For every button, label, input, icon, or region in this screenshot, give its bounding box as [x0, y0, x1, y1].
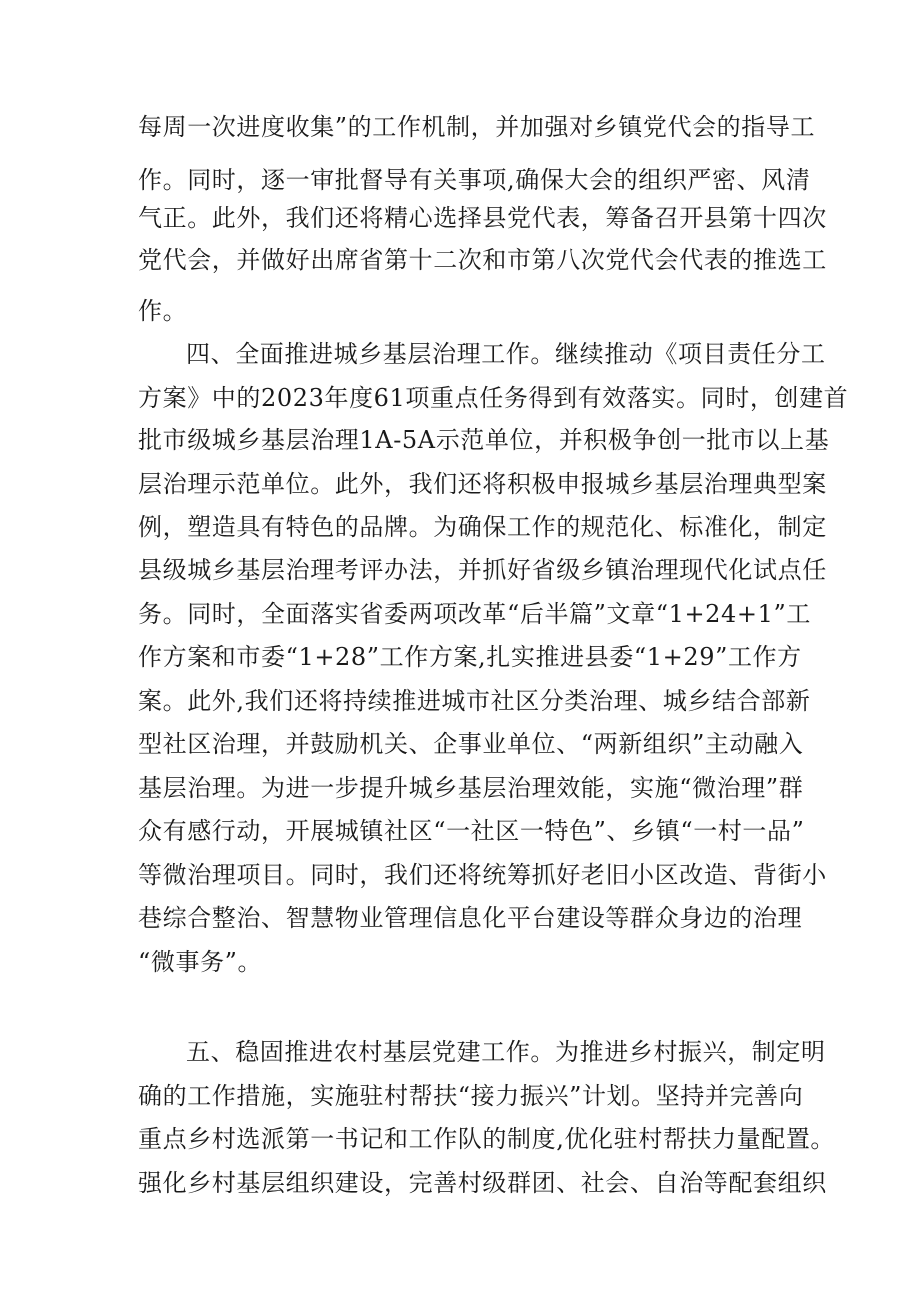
- text-line: 型社区治理，并鼓励机关、企事业单位、“两新组织”主动融入: [138, 730, 804, 758]
- text-line: 众有感行动，开展城镇社区“一社区一特色”、乡镇“一村一品”: [138, 817, 805, 845]
- text-line: 批市级城乡基层治理1A-5A示范单位，并积极争创一批市以上基: [138, 426, 830, 454]
- text-line: 例，塑造具有特色的品牌。为确保工作的规范化、标准化，制定: [138, 513, 827, 541]
- text-line: 层治理示范单位。此外，我们还将积极申报城乡基层治理典型案: [138, 470, 827, 498]
- text-line: 重点乡村选派第一书记和工作队的制度,优化驻村帮扶力量配置。: [138, 1125, 836, 1153]
- text-line: 作。同时，逐一审批督导有关事项,确保大会的组织严密、风清: [138, 166, 811, 194]
- text-line: 强化乡村基层组织建设，完善村级群团、社会、自治等配套组织: [138, 1169, 827, 1197]
- paragraph-heading-line: 四、全面推进城乡基层治理工作。继续推动《项目责任分工: [186, 340, 826, 368]
- text-line: 等微治理项目。同时，我们还将统筹抓好老旧小区改造、背街小: [138, 861, 827, 889]
- text-line: 气正。此外，我们还将精心选择县党代表，筹备召开县第十四次: [138, 204, 827, 232]
- text-line: 务。同时，全面落实省委两项改革“后半篇”文章“1+24+1”工: [138, 600, 811, 628]
- text-line: “微事务”。: [138, 948, 263, 976]
- text-line: 巷综合整治、智慧物业管理信息化平台建设等群众身边的治理: [138, 904, 803, 932]
- text-line: 作方案和市委“1+28”工作方案,扎实推进县委“1+29”工作方: [138, 643, 802, 671]
- text-line: 作。: [138, 297, 188, 325]
- text-line: 每周一次进度收集”的工作机制，并加强对乡镇党代会的指导工: [138, 113, 816, 141]
- text-line: 确的工作措施，实施驻村帮扶“接力振兴”计划。坚持并完善向: [138, 1082, 804, 1110]
- text-line: 案。此外,我们还将持续推进城市社区分类治理、城乡结合部新: [138, 687, 811, 715]
- paragraph-heading-line: 五、稳固推进农村基层党建工作。为推进乡村振兴，制定明: [186, 1038, 826, 1066]
- text-line: 方案》中的2023年度61项重点任务得到有效落实。同时，创建首: [138, 384, 849, 412]
- text-line: 党代会，并做好出席省第十二次和市第八次党代会代表的推选工: [138, 246, 827, 274]
- text-line: 县级城乡基层治理考评办法，并抓好省级乡镇治理现代化试点任: [138, 556, 827, 584]
- text-line: 基层治理。为进一步提升城乡基层治理效能，实施“微治理”群: [138, 774, 804, 802]
